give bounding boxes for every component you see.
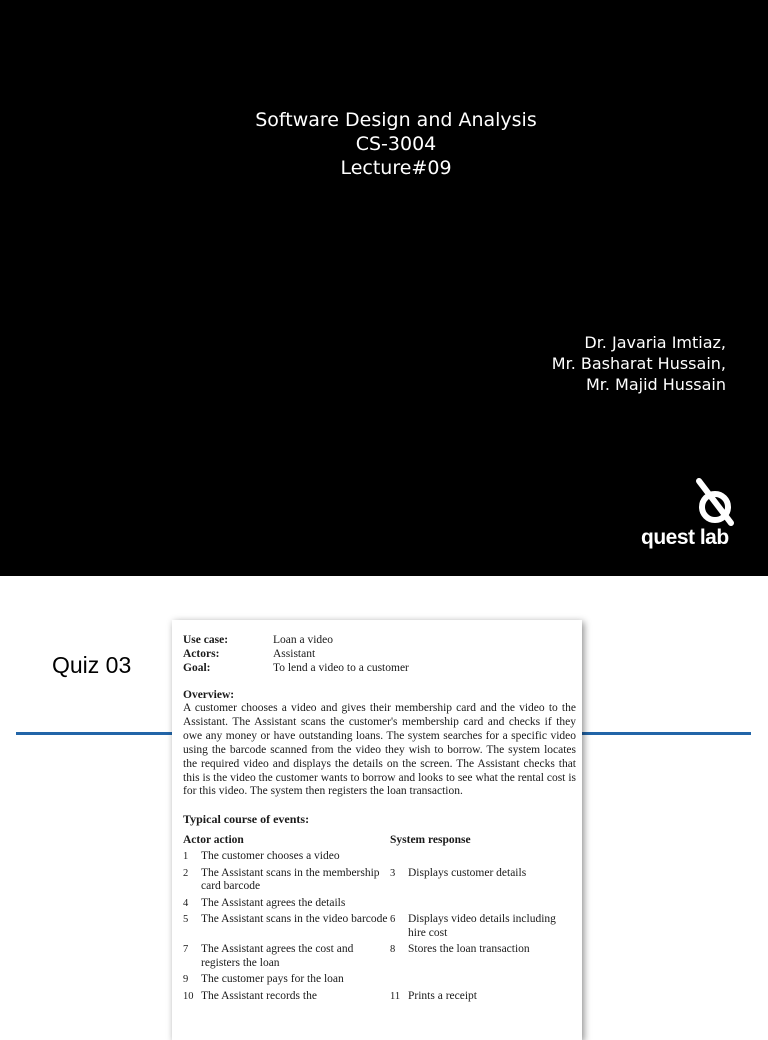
actors-key: Actors:: [183, 648, 220, 660]
table-row: [183, 990, 576, 1004]
system-step-number: [390, 897, 408, 911]
quiz-slide: [0, 576, 768, 1024]
system-response-cell: [390, 850, 576, 864]
system-response-cell: [390, 867, 576, 894]
actor-action-header: Actor action: [183, 834, 244, 847]
system-response-cell: [390, 990, 576, 1004]
quest-lab-logo: [638, 476, 738, 556]
actor-step-text: The Assistant scans in the video barcode: [201, 913, 388, 926]
overview-text: A customer chooses a video and gives their membership card and the video to the Assistant. The Assistant scans the customer's membership card and checks if they owe any money or have outstanding loans. The system searches for a specific video using the barcode scanned from the video they wish to borrow. The system locates the required video and displays the details on the screen. The Assistant checks that this is the video the customer wants to borrow and looks to see what the rental cost is for this video. The system then registers the loan transaction.: [183, 702, 576, 798]
quiz-title: Quiz 03: [52, 652, 132, 678]
events-table: [183, 850, 576, 1003]
lecture-title: [0, 108, 768, 180]
actor-step-number: 2: [183, 867, 189, 879]
use-case-key: Use case:: [183, 634, 229, 646]
system-step-text: Prints a receipt: [408, 989, 477, 1002]
actor-action-cell: [183, 913, 390, 940]
actor-step-number: 9: [183, 974, 189, 986]
system-step-text: [408, 850, 576, 864]
table-row: [183, 943, 576, 970]
use-case-value: Loan a video: [273, 634, 334, 646]
goal-row: [183, 661, 576, 675]
actors-value: Assistant: [273, 648, 316, 660]
actor-step-number: 5: [183, 914, 189, 926]
goal-value: To lend a video to a customer: [273, 662, 409, 674]
table-row: [183, 897, 576, 911]
goal-key: Goal:: [183, 662, 211, 674]
system-step-number: [390, 973, 408, 987]
use-case-document: [172, 620, 582, 1040]
actors-row: [183, 647, 576, 661]
system-step-number: 3: [390, 867, 396, 879]
actor-action-cell: [183, 897, 390, 911]
quest-lab-logo-icon: [695, 478, 735, 526]
overview-heading: Overview:: [183, 689, 235, 701]
actor-action-cell: [183, 867, 390, 894]
actor-step-number: 10: [183, 990, 194, 1002]
actor-step-number: 4: [183, 897, 189, 909]
system-step-text: Displays video details including hire cost: [408, 913, 556, 939]
column-headers: [183, 833, 576, 847]
actor-action-cell: [183, 850, 390, 864]
system-step-number: 11: [390, 990, 401, 1002]
system-response-cell: [390, 943, 576, 970]
system-step-number: 6: [390, 914, 396, 926]
author-list: [552, 332, 726, 395]
actor-step-text: The customer chooses a video: [201, 850, 340, 863]
system-step-text: Displays customer details: [408, 866, 527, 879]
system-step-number: 8: [390, 944, 396, 956]
actor-action-cell: [183, 990, 390, 1004]
typical-course-heading: Typical course of events:: [183, 812, 310, 827]
author-1: Dr. Javaria Imtiaz,: [584, 333, 726, 352]
system-step-text: [408, 973, 576, 987]
table-row: [183, 850, 576, 864]
actor-step-number: 7: [183, 944, 189, 956]
table-row: [183, 913, 576, 940]
actor-step-text: The Assistant records the: [201, 989, 317, 1002]
system-response-cell: [390, 897, 576, 911]
actor-step-text: The Assistant scans in the membership card barcode: [201, 866, 380, 893]
system-step-number: [390, 850, 408, 864]
system-response-cell: [390, 973, 576, 987]
table-row: [183, 867, 576, 894]
table-row: [183, 973, 576, 987]
author-3: Mr. Majid Hussain: [585, 375, 726, 394]
actor-step-text: The Assistant agrees the details: [201, 896, 346, 909]
actor-step-text: The Assistant agrees the cost and registers the loan: [201, 943, 354, 969]
actor-action-cell: [183, 943, 390, 970]
system-step-text: [408, 897, 576, 911]
system-response-header: System response: [390, 834, 471, 847]
use-case-row: [183, 633, 576, 647]
actor-step-number: 1: [183, 851, 189, 863]
system-response-cell: [390, 913, 576, 940]
system-step-text: Stores the loan transaction: [408, 943, 530, 956]
actor-action-cell: [183, 973, 390, 987]
actor-step-text: The customer pays for the loan: [201, 973, 344, 986]
logo-text: quest lab: [641, 526, 729, 549]
author-2: Mr. Basharat Hussain,: [551, 354, 726, 373]
course-code: CS-3004: [355, 133, 437, 155]
course-title: Software Design and Analysis: [255, 109, 537, 131]
lecture-number: Lecture#09: [340, 157, 452, 179]
